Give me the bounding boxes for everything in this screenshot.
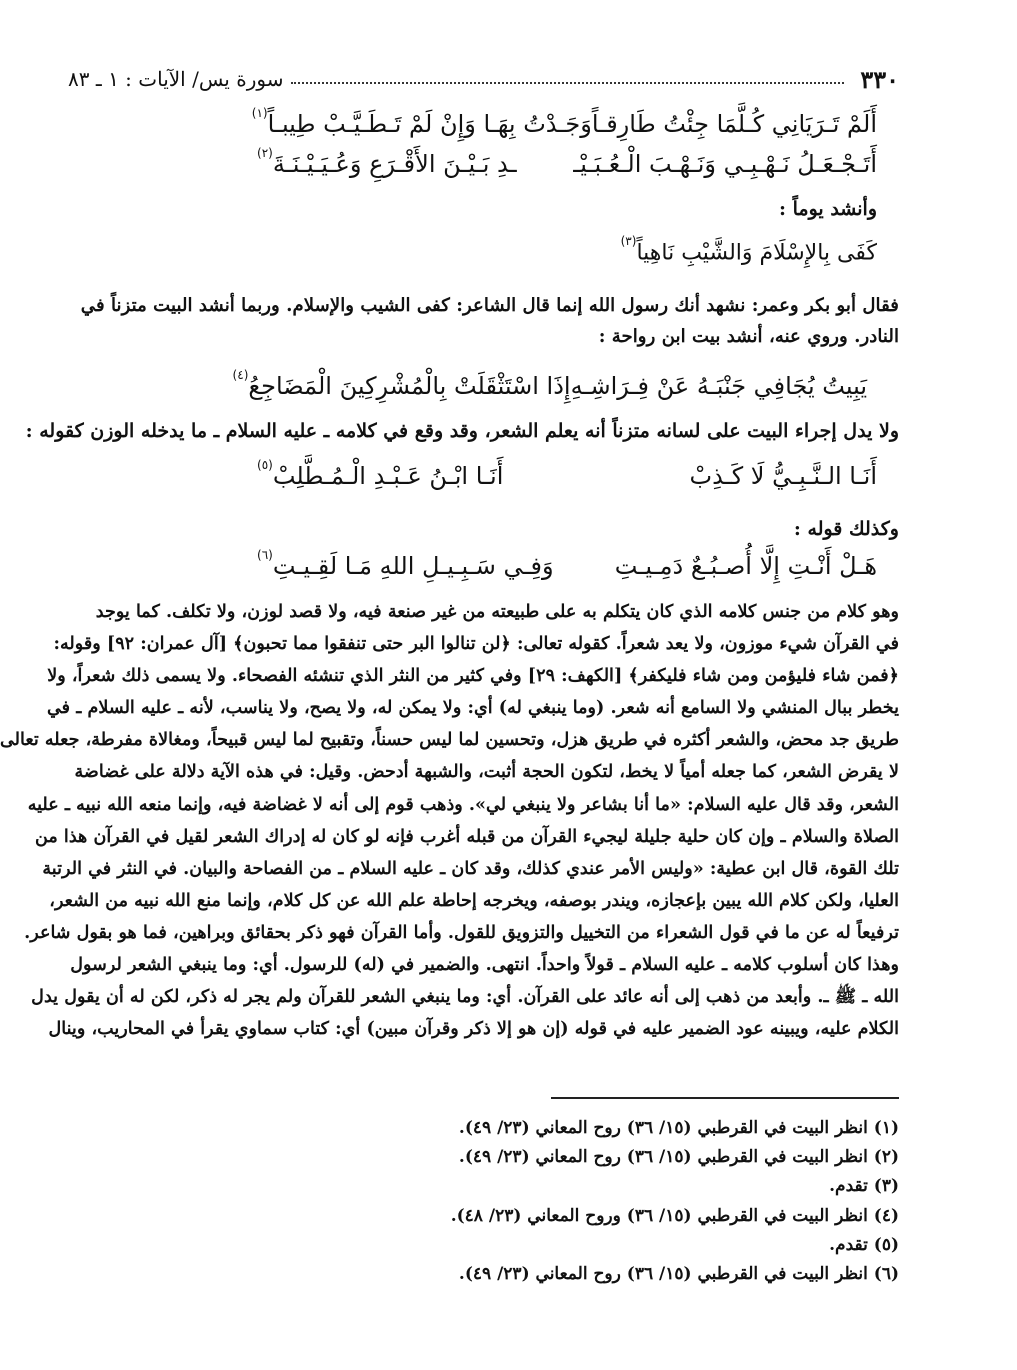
footnote-marker: (٤)	[232, 368, 249, 382]
footnote-marker: (٦)	[257, 548, 273, 562]
body-line: الصلاة والسلام ـ وإن كان حلية جليلة ليجيء القرآن من قبله أغرب فإنه لو كان له إدراك الشعر لقيل في القرآن هذا من	[34, 825, 899, 847]
verse-5-second-hemistich: أَنَـا ابْـنُ عَـبْـدِ الْـمُـطَّلِبْ$^{(٥)}$	[257, 458, 504, 490]
recited-intro: وأنشد يوماً :	[779, 198, 877, 220]
body-line: تلك القوة، قال ابن عطية: «وليس الأمر عندي كذلك، وقد كان ـ عليه السلام ـ من الفصاحة والبيان. في النثر في الرتبة	[42, 857, 899, 879]
body-line: وهو كلام من جنس كلامه الذي كان يتكلم به على طبيعته من غير صنعة فيه، ولا قصد لوزن، ولا تكلف. كما يوجد	[95, 601, 899, 622]
verse-5-first-hemistich: أَنَـا الـنَّـبِـيُّ لَا كَـذِبْ	[689, 462, 877, 490]
paragraph-1	[77, 290, 899, 352]
running-header-title: سورة يس/ الآيات : ١ ـ ٨٣	[68, 67, 284, 91]
body-line: في القرآن شيء موزون، ولا يعد شعراً. كقوله تعالى: ﴿لن تنالوا البر حتى تنفقوا مما تحبون﴾ [آل عمران: ٩٢] وقوله:	[53, 633, 899, 655]
footnote-marker: (٥)	[257, 458, 273, 472]
footnote-separator	[551, 1097, 899, 1099]
body-line: طريق جد محض، والشعر أكثره في طريق هزل، وتحسين لما ليس حسناً، وتقبيح لما ليس قبيحاً، ومغالاة مفرطة، جعله تعالى	[0, 729, 899, 751]
verse-6-first-hemistich: هَـلْ أَنْـتِ إِلَّا أُصـبُـعٌ دَمِـيـتِ	[614, 552, 877, 580]
verse-4-second-hemistich: إِذَا اسْتَثْقَلَتْ بِالْمُشْرِكِينَ الْمَضَاجِعُ$^{(٤)}$	[232, 368, 571, 400]
body-line: وهذا كان أسلوب كلامه ـ عليه السلام ـ قولاً واحداً. انتهى. والضمير في (له) للرسول. أي: وما ينبغي الشعر لرسول	[70, 954, 899, 976]
poem-line-2-second-hemistich: ـدِ بَـيْـنَ الأَقْـرَعِ وَعُـيَـيْـنَـةَ$^{(٢)}$	[257, 146, 517, 178]
footnote-4: (٤) انظر البيت في القرطبي (١٥/ ٣٦) وروح المعاني (٢٣/ ٤٨).	[450, 1205, 899, 1226]
body-line: لا يقرض الشعر، كما جعله أمياً لا يخط، لتكون الحجة أثبت، والشبهة أدحض. وقيل: في هذه الآية دلالة على غضاضة	[74, 761, 899, 783]
body-text	[0, 596, 899, 1045]
verse-6-second-hemistich: وَفِـي سَـبِـيـلِ اللهِ مَـا لَقِـيـتِ$^{(٦)}$	[257, 548, 554, 580]
paragraph-3: وكذلك قوله :	[793, 518, 899, 540]
body-line: الكلام عليه، ويبينه عود الضمير عليه في قوله (إن هو إلا ذكر وقرآن مبين) أي: كتاب سماوي يقرأ في المحاريب، وينال	[48, 1018, 899, 1040]
footnote-marker: (٣)	[620, 234, 637, 248]
body-line: يخطر ببال المنشي ولا السامع أنه شعر. (وما ينبغي له) أي: ولا يمكن له، ولا يصح، ولا يناسب، لأنه ـ عليه السلام ـ في	[47, 697, 899, 719]
footnote-marker: (١)	[251, 106, 268, 120]
footnote-6: (٦) انظر البيت في القرطبي (١٥/ ٣٦) روح المعاني (٢٣/ ٤٩).	[458, 1264, 899, 1285]
footnotes	[199, 1114, 899, 1289]
poem-line-1	[251, 106, 877, 138]
dotted-leader	[291, 82, 844, 84]
poem-line-2-first-hemistich: أَتَـجْـعَـلُ نَـهْـبِـي وَنَـهْـبَ الْـعُـبَـيْـ	[573, 150, 877, 178]
paragraph-1-line-2: النادر. وروي عنه، أنشد بيت ابن رواحة :	[598, 326, 899, 347]
body-line: الله ـ ﷺ ـ. وأبعد من ذهب إلى أنه عائد على القرآن. أي: وما ينبغي الشعر للقرآن ولم يجر له ذكر، لكن له أن يقول يدل	[31, 986, 899, 1008]
poem-line-1-first-hemistich: أَلَمْ تَـرَيَانِي كُـلَّمَا جِئْتُ طَارِقـاً	[591, 110, 877, 138]
poem-line-2	[257, 146, 877, 178]
footnote-2: (٢) انظر البيت في القرطبي (١٥/ ٣٦) روح المعاني (٢٣/ ٤٩).	[458, 1147, 899, 1168]
verse-6	[257, 548, 877, 580]
body-line: ترفيعاً له عن ما في قول الشعراء من التخييل والتزويق للقول. وأما القرآن فهو ذكر بحقائق وبراهين، فما هو بقول شاعر.	[24, 921, 899, 943]
footnote-1: (١) انظر البيت في القرطبي (١٥/ ٣٦) روح المعاني (٢٣/ ٤٩).	[458, 1118, 899, 1138]
verse-4	[232, 368, 867, 400]
verse-4-first-hemistich: يَبِيتُ يُجَافِي جَنْبَـهُ عَنْ فِـرَاشِـهِ	[570, 372, 867, 400]
paragraph-2: ولا يدل إجراء البيت على لسانه متزناً أنه يعلم الشعر، وقد وقع في كلامه ـ عليه السلام ـ ما يدخله الوزن كقوله :	[25, 420, 899, 442]
body-line: الشعر، وقد قال عليه السلام: «ما أنا بشاعر ولا ينبغي لي». وذهب قوم إلى أنه لا غضاضة فيه، وإنما منعه الله نبيه ـ عليه	[27, 793, 899, 815]
verse-3: كَفَى بِالإِسْلَامَ وَالشَّيْبِ نَاهِياً$^{(٣)}$	[620, 234, 877, 266]
poem-line-1-second-hemistich: وَجَـدْتُ بِهَـا وَإِنْ لَمْ تَـطَـيَّـبْ طِيبـاً$^{(١)}$	[251, 106, 592, 138]
body-line: العليا، ولكن كلام الله يبين بإعجازه، ويندر بوصفه، ويخرجه إحاطة علم الله عن كل كلام، وإنما منع الله نبيه من الشعر،	[49, 889, 899, 911]
body-line: ﴿فمن شاء فليؤمن ومن شاء فليكفر﴾ [الكهف: ٢٩] وفي كثير من النثر الذي تنشئه الفصحاء. ولا يسمى ذلك شعراً، ولا	[47, 665, 899, 687]
paragraph-1-line-1: فقال أبو بكر وعمر: نشهد أنك رسول الله إنما قال الشاعر: كفى الشيب والإسلام. وربما أنشد البيت متزناً في	[80, 295, 899, 316]
running-header	[68, 64, 899, 94]
page-number: ٣٣٠	[860, 64, 899, 94]
footnote-5: (٥) تقدم.	[829, 1234, 899, 1255]
verse-5	[257, 458, 877, 490]
footnote-3: (٣) تقدم.	[829, 1176, 899, 1197]
footnote-marker: (٢)	[257, 146, 273, 160]
